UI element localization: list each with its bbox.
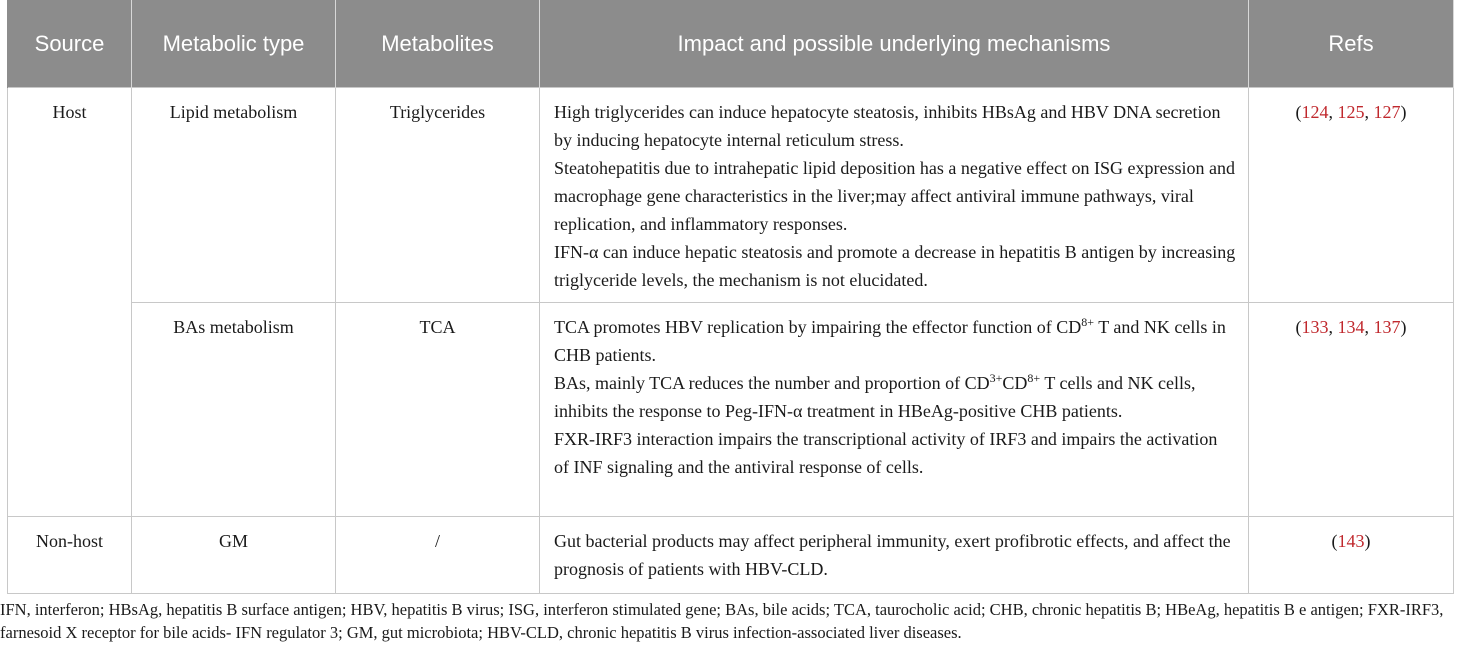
impact-text: Steatohepatitis due to intrahepatic lipid deposition has a negative effect on ISG expression and macrophage gene characteristics in the liver;may affect antiviral immune pathways, viral replication, and inflammatory responses.: [554, 158, 1235, 234]
header-metabolic-type: Metabolic type: [132, 0, 336, 88]
refs-cell: (124, 125, 127): [1249, 88, 1454, 303]
header-metabolites: Metabolites: [336, 0, 540, 88]
header-refs: Refs: [1249, 0, 1454, 88]
impact-text: TCA promotes HBV replication by impairing the effector function of $CD^{8+}$ T and NK cells in CHB patients.: [554, 315, 1226, 365]
metabolic-type-cell: Lipid metabolism: [132, 88, 336, 303]
impact-text: FXR-IRF3 interaction impairs the transcriptional activity of IRF3 and impairs the activation of INF signaling and the antiviral response of cells.: [554, 429, 1218, 477]
table-row: [8, 88, 1454, 303]
ref-link[interactable]: 134: [1337, 317, 1365, 337]
metabolite-cell: TCA: [336, 303, 540, 517]
header-source: Source: [8, 0, 132, 88]
impact-text: BAs, mainly TCA reduces the number and proportion of $CD^{3+}CD^{8+}$ T cells and NK cells, inhibits the response to Peg-IFN-α treatment in HBeAg-positive CHB patients.: [554, 371, 1196, 421]
ref-link[interactable]: 124: [1301, 102, 1329, 122]
metabolic-type-cell: GM: [132, 517, 336, 594]
impact-text: High triglycerides can induce hepatocyte steatosis, inhibits HBsAg and HBV DNA secretion by inducing hepatocyte internal reticulum stress.: [554, 102, 1221, 150]
source-cell: Non-host: [8, 517, 132, 594]
refs-cell: (133, 134, 137): [1249, 303, 1454, 517]
ref-link[interactable]: 137: [1373, 317, 1401, 337]
impact-cell: [540, 517, 1249, 594]
table-row: [8, 303, 1454, 517]
table-row: [8, 517, 1454, 594]
impact-cell: [540, 88, 1249, 303]
impact-text: Gut bacterial products may affect peripheral immunity, exert profibrotic effects, and affect the prognosis of patients with HBV-CLD.: [554, 531, 1231, 579]
refs-cell: (143): [1249, 517, 1454, 594]
table-footnote: IFN, interferon; HBsAg, hepatitis B surface antigen; HBV, hepatitis B virus; ISG, interferon stimulated gene; BAs, bile acids; TCA, taurocholic acid; CHB, chronic hepatitis B; HBeAg, hepatitis B e antigen; FXR-IRF3, farnesoid X receptor for bile acids- IFN regulator 3; GM, gut microbiota; HBV-CLD, chronic hepatitis B virus infection-associated liver diseases.: [0, 600, 1444, 642]
header-row: [8, 0, 1454, 88]
header-impact: Impact and possible underlying mechanisms: [540, 0, 1249, 88]
metabolic-type-cell: BAs metabolism: [132, 303, 336, 517]
metabolite-cell: Triglycerides: [336, 88, 540, 303]
source-cell: Host: [8, 88, 132, 517]
metabolism-table: [7, 0, 1454, 594]
table-container: [7, 0, 1453, 594]
ref-link[interactable]: 125: [1337, 102, 1365, 122]
impact-cell: [540, 303, 1249, 517]
ref-link[interactable]: 127: [1373, 102, 1401, 122]
ref-link[interactable]: 143: [1337, 531, 1365, 551]
metabolite-cell: /: [336, 517, 540, 594]
ref-link[interactable]: 133: [1301, 317, 1329, 337]
impact-text: IFN-α can induce hepatic steatosis and promote a decrease in hepatitis B antigen by increasing triglyceride levels, the mechanism is not elucidated.: [554, 242, 1236, 290]
